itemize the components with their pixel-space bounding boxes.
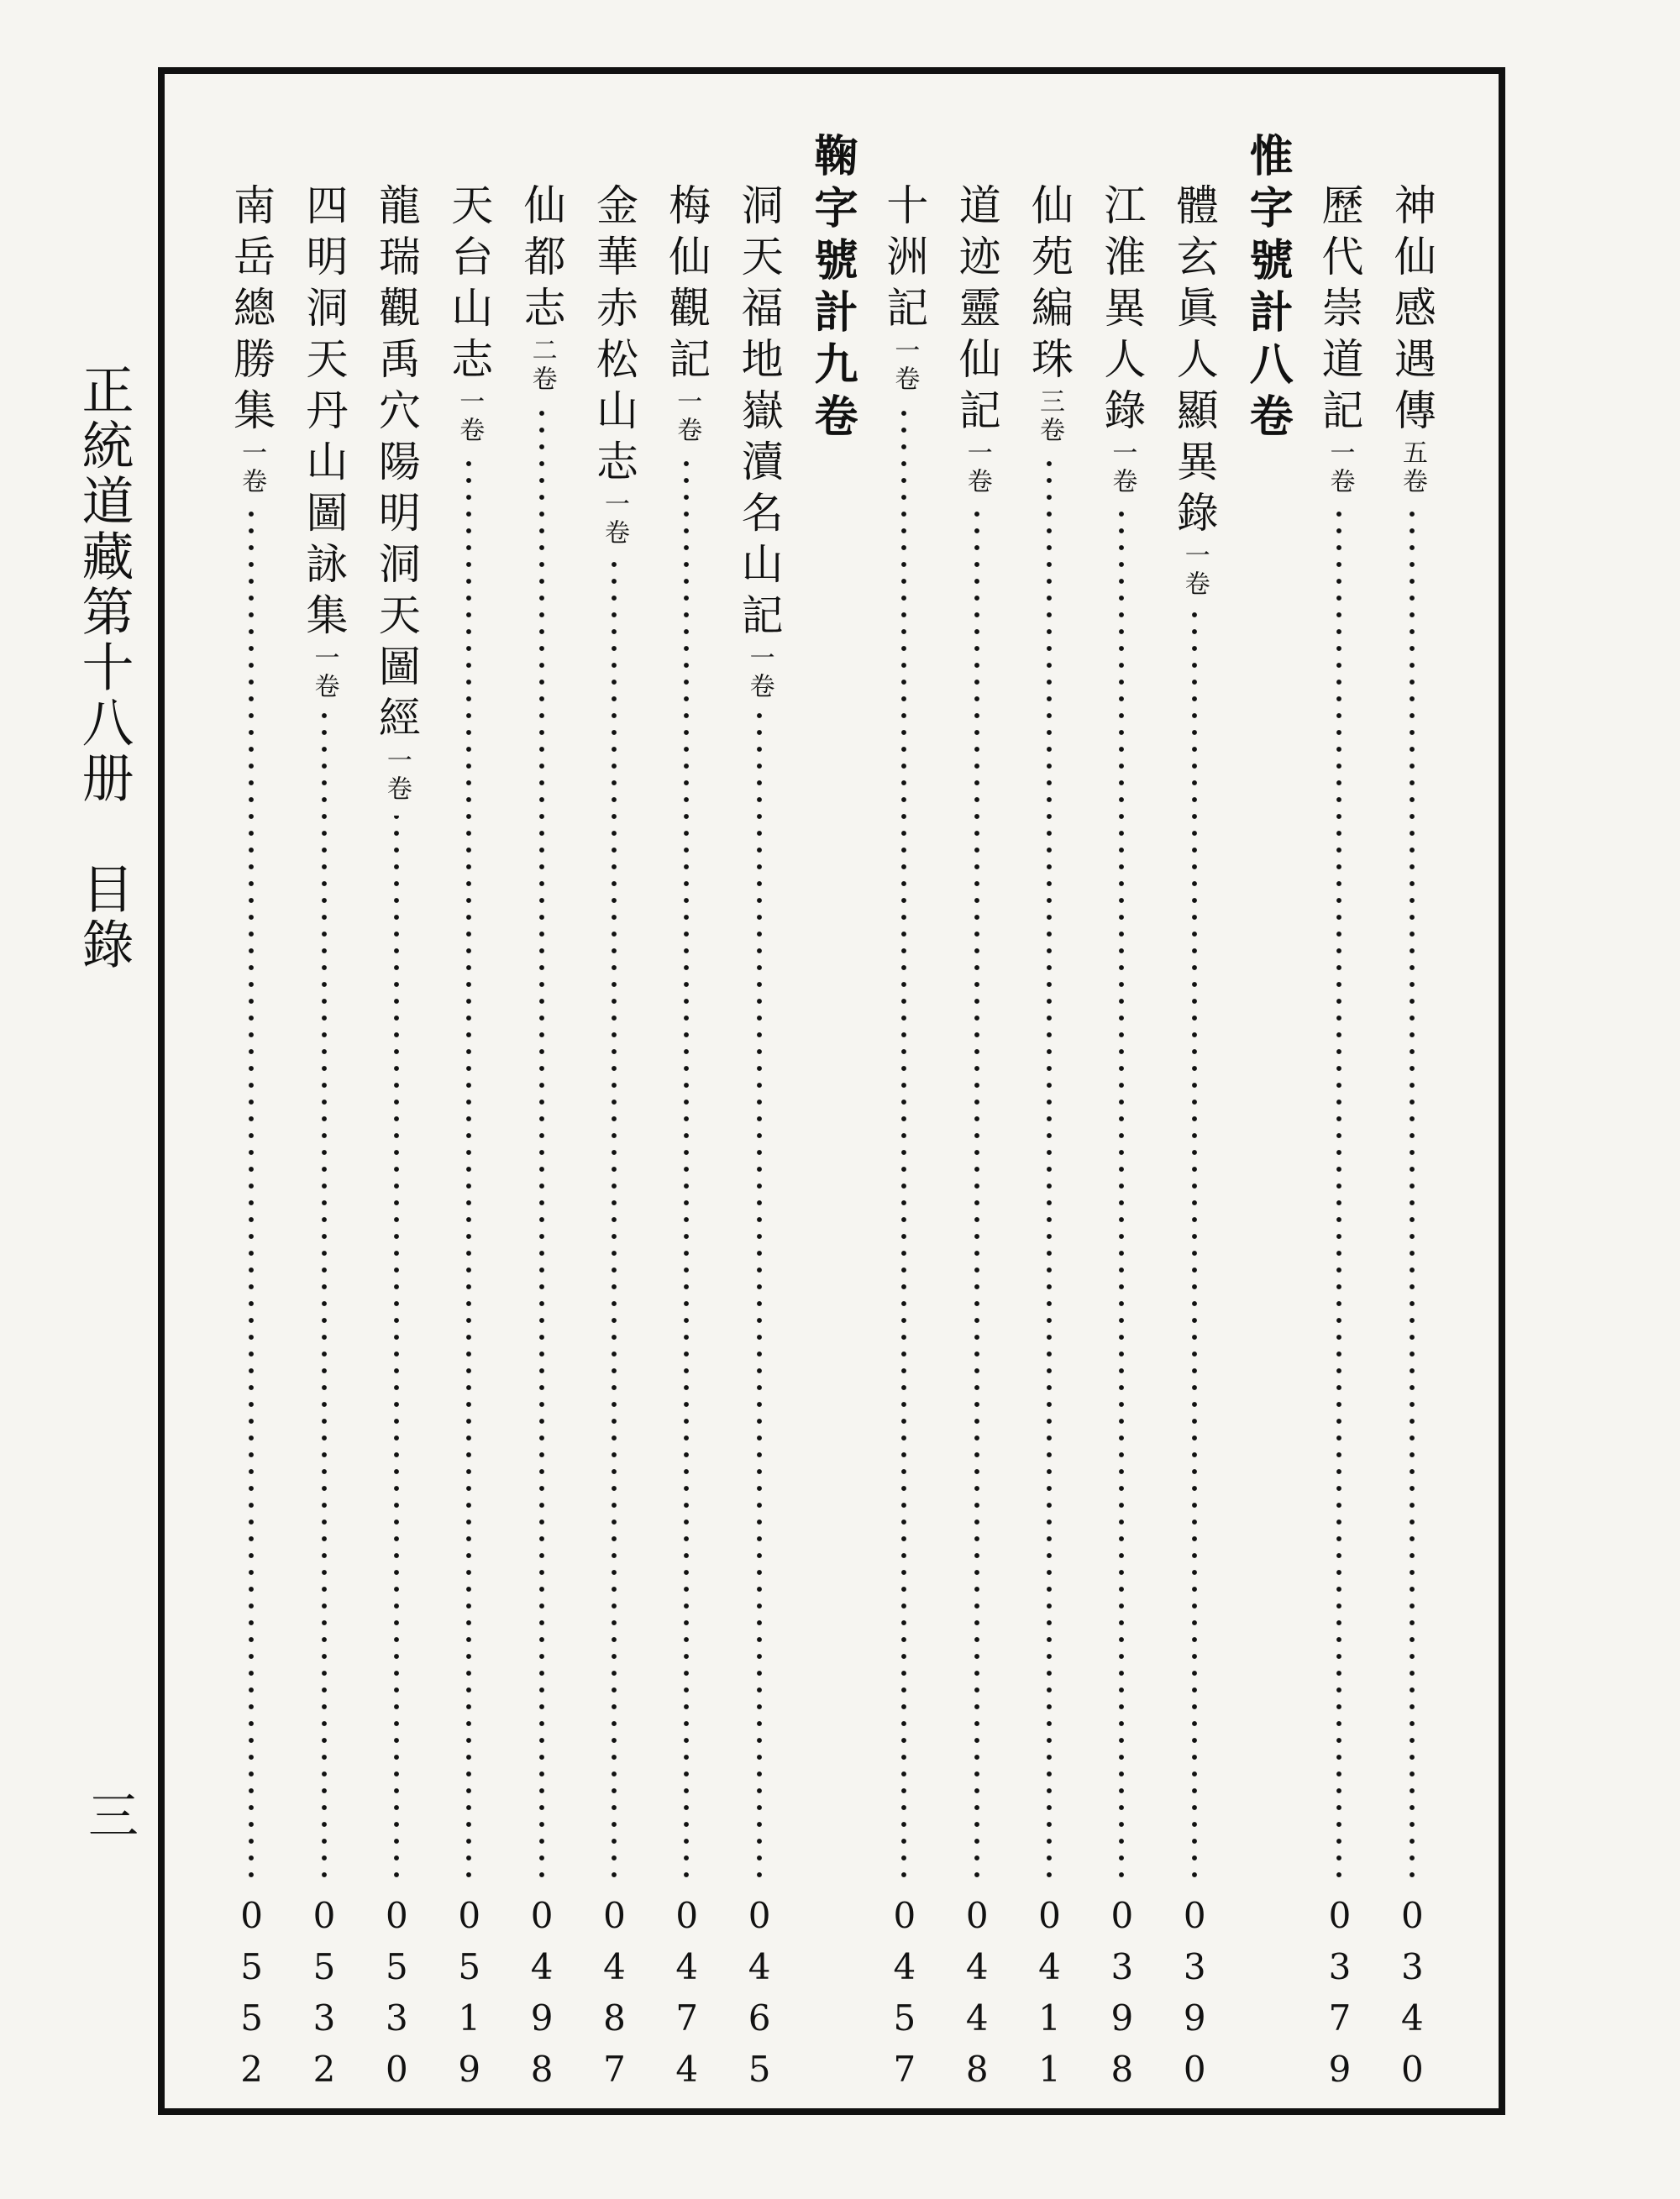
toc-entry <box>943 74 1011 2108</box>
section-heading: 惟字號計八卷 <box>1242 133 1294 445</box>
entry-page-number: 0448 <box>956 1895 998 2100</box>
entry-volumes: 一卷 <box>1325 439 1355 496</box>
entry-title-text: 體玄眞人顯異錄 <box>1169 183 1219 542</box>
toc-entry <box>1016 74 1083 2108</box>
entry-page-number: 0552 <box>231 1895 273 2100</box>
entry-title <box>734 183 784 701</box>
toc-entry <box>218 74 285 2108</box>
dot-leader <box>1046 457 1053 1883</box>
toc-entry <box>508 74 575 2108</box>
entry-volumes: 一卷 <box>237 439 267 496</box>
entry-title-text: 十洲記 <box>879 183 929 337</box>
entry-title <box>1025 183 1074 445</box>
entry-title-text: 洞天福地嶽瀆名山記 <box>734 183 784 644</box>
entry-title-text: 仙苑編珠 <box>1025 183 1074 388</box>
entry-title-text: 龍瑞觀禹穴陽明洞天圖經 <box>371 183 421 747</box>
section-heading-column <box>1233 74 1300 2108</box>
entry-volumes: 五卷 <box>1397 439 1427 496</box>
entry-title <box>589 183 638 548</box>
entry-title-text: 歷代崇道記 <box>1315 183 1364 439</box>
page-number: 三 <box>80 1789 139 1839</box>
entry-title <box>1097 183 1147 496</box>
entry-volumes: 三卷 <box>1035 388 1065 445</box>
entry-page-number: 0411 <box>1029 1895 1071 2100</box>
entry-volumes: 一卷 <box>599 491 629 548</box>
entry-volumes: 一卷 <box>454 388 485 445</box>
entry-volumes: 一卷 <box>890 337 920 394</box>
entry-title <box>662 183 711 445</box>
entry-title <box>517 183 566 394</box>
entry-title <box>1387 183 1436 496</box>
toc-entry <box>1088 74 1155 2108</box>
entry-title <box>1169 183 1219 599</box>
section-heading: 鞠字號計九卷 <box>806 133 858 445</box>
entry-volumes: 一卷 <box>309 644 339 701</box>
entry-title <box>879 183 929 394</box>
entry-volumes: 一卷 <box>1179 542 1210 599</box>
entry-title <box>299 183 349 701</box>
dot-leader <box>1191 611 1198 1883</box>
entry-volumes: 二卷 <box>527 337 557 394</box>
dot-leader <box>248 508 255 1883</box>
dot-leader <box>974 508 980 1883</box>
entry-title-text: 四明洞天丹山圖詠集 <box>299 183 349 644</box>
entry-page-number: 0487 <box>593 1895 635 2100</box>
entry-page-number: 0390 <box>1173 1895 1215 2100</box>
toc-entry <box>726 74 793 2108</box>
dot-leader <box>538 406 545 1883</box>
entry-page-number: 0519 <box>449 1895 491 2100</box>
book-title: 正統道藏第十八册 目錄 <box>73 363 134 973</box>
entry-title-text: 道迹靈仙記 <box>952 183 1001 439</box>
entry-page-number: 0474 <box>666 1895 708 2100</box>
entry-title <box>227 183 276 496</box>
entry-page-number: 0340 <box>1391 1895 1433 2100</box>
entry-volumes: 一卷 <box>1107 439 1137 496</box>
entry-title-text: 梅仙觀記 <box>662 183 711 388</box>
toc-entry <box>1378 74 1446 2108</box>
dot-leader <box>1409 508 1415 1883</box>
entry-volumes: 一卷 <box>381 747 412 804</box>
dot-leader <box>683 457 690 1883</box>
entry-title <box>1315 183 1364 496</box>
entry-page-number: 0532 <box>303 1895 345 2100</box>
dot-leader <box>465 457 472 1883</box>
toc-entry <box>291 74 358 2108</box>
toc-entry <box>1161 74 1228 2108</box>
entry-title-text: 南岳總勝集 <box>227 183 276 439</box>
entry-title <box>371 183 421 804</box>
toc-entry <box>870 74 937 2108</box>
section-heading-column <box>798 74 865 2108</box>
dot-leader <box>393 816 400 1883</box>
entry-title-text: 江淮異人錄 <box>1097 183 1147 439</box>
entry-title <box>952 183 1001 496</box>
entry-page-number: 0498 <box>521 1895 563 2100</box>
dot-leader <box>611 559 617 1883</box>
dot-leader <box>756 713 763 1883</box>
dot-leader <box>1336 508 1342 1883</box>
contents-frame <box>158 67 1505 2115</box>
toc-entry <box>580 74 648 2108</box>
entry-title <box>444 183 494 445</box>
toc-entry <box>1305 74 1373 2108</box>
entry-volumes: 一卷 <box>672 388 702 445</box>
dot-leader <box>1118 508 1125 1883</box>
entry-page-number: 0398 <box>1101 1895 1143 2100</box>
dot-leader <box>900 406 907 1883</box>
toc-entry <box>363 74 430 2108</box>
entry-page-number: 0530 <box>375 1895 417 2100</box>
entry-title-text: 神仙感遇傳 <box>1387 183 1436 439</box>
entry-page-number: 0379 <box>1319 1895 1361 2100</box>
entry-page-number: 0465 <box>738 1895 780 2100</box>
dot-leader <box>321 713 328 1883</box>
entry-title-text: 金華赤松山志 <box>589 183 638 491</box>
toc-entry <box>653 74 720 2108</box>
entry-title-text: 仙都志 <box>517 183 566 337</box>
toc-entry <box>435 74 502 2108</box>
entry-volumes: 一卷 <box>962 439 992 496</box>
entry-volumes: 一卷 <box>744 644 774 701</box>
entry-page-number: 0457 <box>884 1895 926 2100</box>
entry-title-text: 天台山志 <box>444 183 494 388</box>
